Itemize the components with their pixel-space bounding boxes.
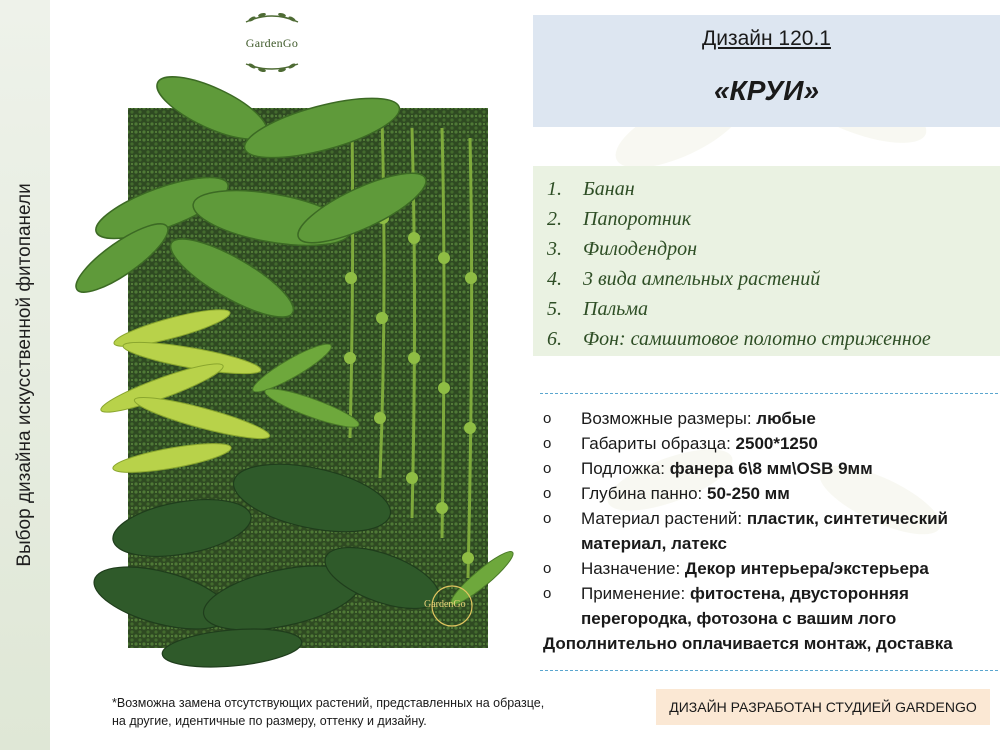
spec-value: фанера 6\8 мм\OSB 9мм: [669, 459, 873, 478]
spec-label: Габариты образца:: [581, 434, 736, 453]
list-number: 3.: [547, 238, 562, 260]
bullet-icon: o: [543, 560, 552, 577]
spec-label: Подложка:: [581, 459, 670, 478]
list-item: [547, 234, 931, 264]
list-item: [547, 324, 931, 354]
spec-label: Материал растений:: [581, 509, 747, 528]
spec-value: любые: [756, 409, 816, 428]
list-item: [547, 204, 931, 234]
design-name: «КРУИ»: [713, 75, 820, 106]
design-number: Дизайн 120.1: [702, 27, 831, 50]
side-strip: [0, 0, 50, 750]
list-item: [547, 294, 931, 324]
bullet-icon: o: [543, 460, 552, 477]
title-box: [533, 15, 1000, 127]
spec-item: [543, 581, 998, 631]
plant-name: Пальма: [583, 298, 649, 320]
list-number: 6.: [547, 328, 562, 350]
list-number: 1.: [547, 178, 562, 200]
list-number: 4.: [547, 268, 562, 290]
list-item: [547, 264, 931, 294]
side-title: Выбор дизайна искусственной фитопанели: [14, 183, 35, 567]
bullet-icon: o: [543, 510, 552, 527]
plant-name: Папоротник: [583, 208, 692, 230]
spec-item: [543, 506, 998, 556]
bullet-icon: o: [543, 410, 552, 427]
spec-item: [543, 556, 998, 581]
bullet-icon: o: [543, 585, 552, 602]
specs-list: [543, 406, 998, 656]
spec-value: фитостена, двусторонняя перегородка, фотозона с вашим лого: [581, 584, 909, 628]
spec-label: Применение:: [581, 584, 690, 603]
bullet-icon: o: [543, 485, 552, 502]
plant-name: Фон: самшитовое полотно стриженное: [583, 328, 931, 350]
studio-credit: ДИЗАЙН РАЗРАБОТАН СТУДИЕЙ GARDENGO: [656, 689, 990, 725]
dashed-divider-top: [540, 393, 998, 394]
plants-box: [533, 166, 1000, 356]
list-item: [547, 174, 931, 204]
spec-value: пластик, синтетический материал, латекс: [581, 509, 949, 553]
spec-label: Назначение:: [581, 559, 685, 578]
spec-value: 2500*1250: [735, 434, 818, 453]
list-number: 2.: [547, 208, 562, 230]
dashed-divider-bottom: [540, 670, 998, 671]
plant-name: Филодендрон: [583, 238, 697, 260]
plant-name: 3 вида ампельных растений: [583, 268, 821, 290]
plant-panel-image: [62, 58, 522, 670]
spec-item: [543, 456, 998, 481]
footnote: *Возможна замена отсутствующих растений, представленных на образце, на другие, идентичные по размеру, оттенку и дизайну.: [112, 696, 545, 728]
spec-value: Декор интерьера/экстерьера: [684, 559, 929, 578]
spec-item: [543, 431, 998, 456]
list-number: 5.: [547, 298, 562, 320]
plants-list: [547, 174, 931, 354]
spec-label: Глубина панно:: [581, 484, 707, 503]
bullet-icon: o: [543, 435, 552, 452]
spec-value: 50-250 мм: [707, 484, 790, 503]
logo-text: GardenGo: [245, 36, 299, 50]
spec-item: [543, 481, 998, 506]
spec-item: [543, 406, 998, 431]
panel-logo-text: GardenGo: [424, 599, 466, 610]
spec-label: Возможные размеры:: [581, 409, 757, 428]
plant-name: Банан: [583, 178, 635, 200]
extra-note: Дополнительно оплачивается монтаж, доставка: [543, 634, 953, 653]
